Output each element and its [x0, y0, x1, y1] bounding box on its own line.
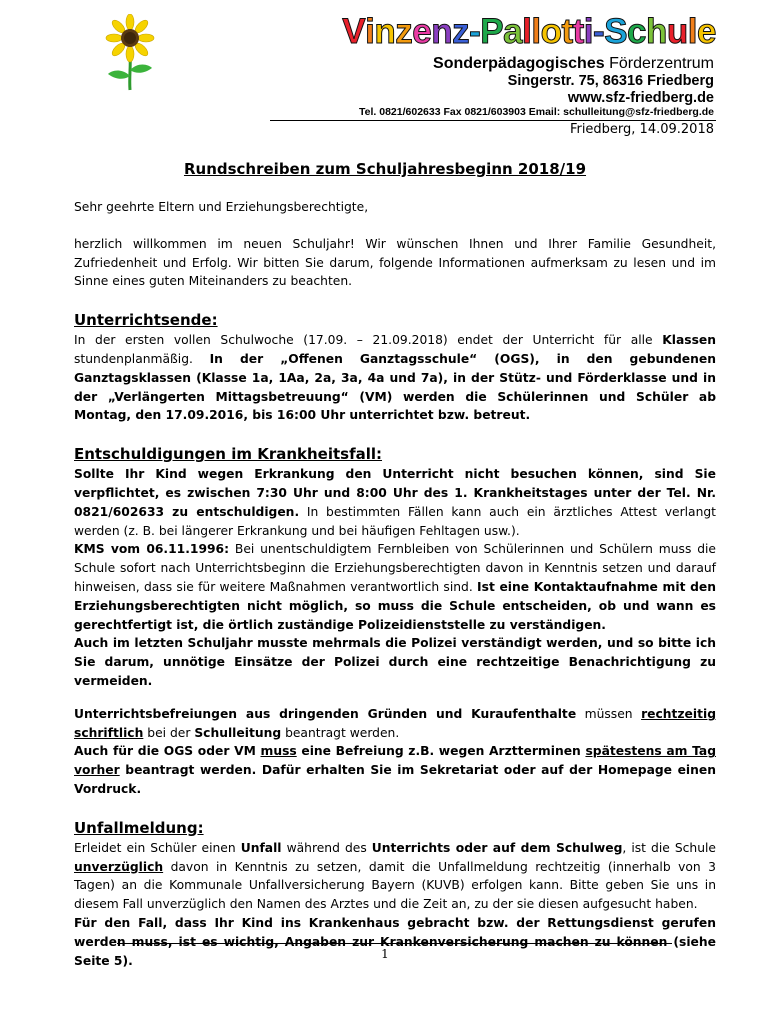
- text-bold: eine Befreiung z.B. wegen Arztterminen: [296, 744, 586, 759]
- text: In bestimmten Fällen kann auch ein ärztliches Attest verlangt werden (z. B. bei längerer Erkrankung und bei häufigen Fehltagen usw.).: [74, 504, 716, 538]
- entschuldigungen-paragraph-4: [74, 705, 716, 743]
- school-name-letter: c: [627, 12, 647, 51]
- school-contact: Tel. 0821/602633 Fax 0821/603903 Email: schulleitung@sfz-friedberg.de: [359, 106, 714, 118]
- school-name-letter: i: [365, 12, 375, 51]
- school-website[interactable]: www.sfz-friedberg.de: [567, 90, 714, 106]
- text-bold: Unterrichts oder auf dem Schulweg: [371, 840, 623, 855]
- section-heading-unterrichtsende: Unterrichtsende:: [74, 311, 218, 330]
- text: beantragt werden.: [281, 725, 400, 740]
- letter-date: Friedberg, 14.09.2018: [569, 122, 714, 137]
- footer-divider: [117, 943, 672, 944]
- text: stundenplanmäßig.: [74, 351, 210, 366]
- school-name-letter: l: [687, 12, 698, 51]
- entschuldigungen-paragraph-5: [74, 742, 716, 798]
- text: , ist die Schule: [622, 840, 716, 855]
- text-bold-underlined: spätestens am Tag vorher: [74, 744, 716, 778]
- text-bold: Ist eine Kontaktaufnahme mit den Erziehungsberechtigten nicht möglich, so muss die Schule entscheiden, ob und wann es gerechtfertigt ist, die örtlich zuständige Polizeidienststelle zu verständigen.: [74, 579, 716, 632]
- subtitle-secondary: Förderzentrum: [609, 55, 714, 72]
- school-name-letter: P: [480, 12, 504, 51]
- page-number: 1: [381, 947, 389, 961]
- intro-paragraph: herzlich willkommen im neuen Schuljahr! Wir wünschen Ihnen und Ihrer Familie Gesundheit, Zufriedenheit und Erfolg. Wir bitten Sie darum, folgende Informationen aufmerksam zu lesen und im Sinne eines guten Miteinanders zu beachten.: [74, 236, 716, 289]
- school-name-letter: z: [452, 12, 470, 51]
- school-name-letter: i: [583, 12, 594, 51]
- school-name-letter: a: [503, 12, 523, 51]
- school-name-letter: -: [469, 12, 481, 51]
- school-name-letter: z: [395, 12, 413, 51]
- school-name-letter: l: [531, 12, 541, 51]
- text-bold: Auch im letzten Schuljahr musste mehrmals die Polizei verständigt werden, und so bitte ich Sie darum, unnötige Einsätze der Polizei durch eine rechtzeitige Benachrichtigung zu vermeiden.: [74, 636, 716, 688]
- text-bold: Schulleitung: [194, 725, 282, 740]
- subtitle-main: Sonderpädagogisches: [433, 55, 605, 72]
- entschuldigungen-paragraph-1: [74, 465, 716, 540]
- text-bold: In der „Offenen Ganztagsschule“ (OGS), in den gebundenen Ganztagsklassen (Klasse 1a, 1Aa, 2a, 3a, 4a und 7a), in der Stütz- und Förderklasse und in der „Verlängerten Mittagsbetreuung“ (VM) werden die Schülerinnen und Schüler ab Montag, den 17.09.2016, bis 16:00 Uhr unterrichtet bzw. betreut.: [74, 351, 716, 423]
- school-name-letter: e: [697, 12, 716, 51]
- letter-body: [74, 198, 716, 970]
- section-heading-entschuldigungen: Entschuldigungen im Krankheitsfall:: [74, 445, 383, 464]
- sunflower-icon: [98, 14, 162, 92]
- text-bold: KMS vom 06.11.1996:: [74, 542, 230, 557]
- text: während des: [281, 840, 372, 855]
- school-name-letter: t: [561, 12, 573, 51]
- school-name-letter: h: [646, 12, 667, 51]
- unfallmeldung-paragraph-1: [74, 839, 716, 914]
- school-subtitle: [433, 55, 714, 73]
- text-bold: Unterrichtsbefreiungen aus dringenden Gründen und Kuraufenthalte: [74, 706, 577, 721]
- text: bei der: [143, 725, 195, 740]
- school-name: [342, 12, 716, 52]
- text: Erleidet ein Schüler einen: [74, 840, 241, 855]
- school-name-letter: n: [374, 12, 396, 51]
- section-heading-unfallmeldung: Unfallmeldung:: [74, 818, 204, 837]
- entschuldigungen-paragraph-2: [74, 540, 716, 634]
- text-bold: beantragt werden. Dafür erhalten Sie im Sekretariat oder auf der Homepage einen Vordruck.: [74, 763, 716, 796]
- text: davon in Kenntnis zu setzen, damit die Unfallmeldung rechtzeitig (innerhalb von 3 Tagen) an die Kommunale Unfallversicherung Bayern (KUVB) erfolgen kann. Bitte geben Sie uns in diesem Fall unverzüglich den Namen des Arztes und die Zeit an, zu der sie diesen aufgesucht haben.: [74, 859, 716, 912]
- entschuldigungen-paragraph-3: [74, 634, 716, 690]
- salutation: Sehr geehrte Eltern und Erziehungsberechtigte,: [74, 200, 369, 214]
- text-bold: Für den Fall, dass Ihr Kind ins Krankenhaus gebracht bzw. der Rettungsdienst gerufen werden muss, ist es wichtig, Angaben zur Krankenversicherung machen zu können (siehe Seite 5).: [74, 915, 716, 968]
- school-name-letter: S: [604, 12, 628, 51]
- text: In der ersten vollen Schulwoche (17.09. – 21.09.2018) endet der Unterricht für alle: [74, 333, 663, 348]
- unterrichtsende-paragraph: [74, 331, 716, 425]
- text: Bei unentschuldigtem Fernbleiben von Schülerinnen und Schülern muss die Schule sofort nach Unterrichtsbeginn die Erziehungsberechtigten davon in Kenntnis setzen und darauf hinweisen, dass sie für weitere Maßnahmen verantwortlich sind.: [74, 542, 717, 594]
- school-name-letter: t: [572, 12, 584, 51]
- text-bold-underlined: unverzüglich: [74, 859, 164, 874]
- school-name-letter: o: [540, 12, 562, 51]
- text-bold-underlined: muss: [260, 744, 297, 759]
- header-divider: [270, 120, 716, 121]
- text-bold: Auch für die OGS oder VM: [74, 744, 261, 759]
- letter-title: Rundschreiben zum Schuljahresbeginn 2018/19: [183, 160, 587, 178]
- school-name-letter: n: [431, 12, 453, 51]
- school-name-letter: e: [412, 12, 432, 51]
- text-bold-underlined: rechtzeitig schriftlich: [74, 706, 716, 740]
- school-name-letter: u: [666, 12, 688, 51]
- text: müssen: [576, 706, 642, 721]
- text-bold: Unfall: [240, 840, 282, 855]
- school-name-letter: V: [342, 12, 366, 51]
- text-bold: Klassen: [662, 333, 716, 348]
- school-name-letter: -: [593, 12, 605, 51]
- school-name-letter: l: [522, 12, 532, 51]
- text-bold: Sollte Ihr Kind wegen Erkrankung den Unterricht nicht besuchen können, sind Sie verpflichtet, es zwischen 7:30 Uhr und 8:00 Uhr des 1. Krankheitstages unter der Tel. Nr. 0821/602633 zu entschuldigen.: [74, 467, 716, 519]
- school-address: Singerstr. 75, 86316 Friedberg: [507, 73, 714, 89]
